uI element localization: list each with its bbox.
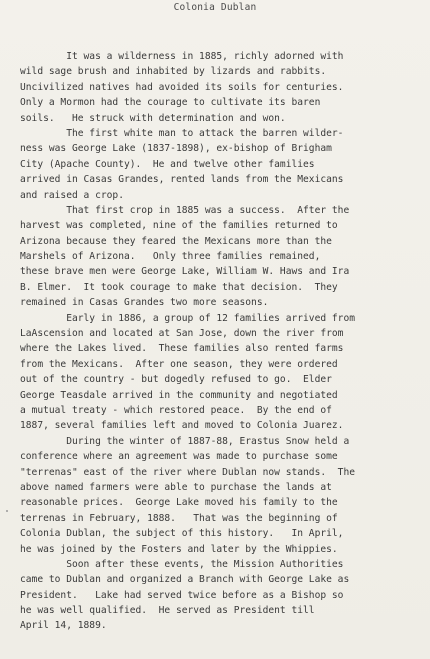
text-line: he was joined by the Fosters and later by the Whippies.: [20, 543, 338, 555]
text-line: Marshels of Arizona. Only three families remained,: [20, 251, 321, 263]
text-line: soils. He struck with determination and won.: [20, 112, 286, 124]
text-line: Colonia Dublan, the subject of this history. In April,: [20, 528, 344, 540]
text-line: "terrenas" east of the river where Dublan now stands. The: [20, 466, 356, 478]
text-line: President. Lake had served twice before as a Bishop so: [20, 589, 344, 601]
text-line: LaAscension and located at San Jose, down the river from: [20, 328, 344, 340]
text-line: B. Elmer. It took courage to make that decision. They: [20, 281, 338, 293]
text-line: Early in 1886, a group of 12 families arrived from: [20, 312, 356, 324]
text-line: he was well qualified. He served as President till: [20, 605, 315, 617]
scan-speck: [6, 510, 8, 512]
text-line: During the winter of 1887-88, Erastus Snow held a: [20, 435, 350, 447]
text-line: April 14, 1889.: [20, 620, 107, 632]
text-line: George Teasdale arrived in the community and negotiated: [20, 389, 338, 401]
text-line: wild sage brush and inhabited by lizards and rabbits.: [20, 66, 327, 78]
text-line: a mutual treaty - which restored peace. By the end of: [20, 404, 332, 416]
text-line: It was a wilderness in 1885, richly adorned with: [20, 51, 344, 62]
text-line: The first white man to attack the barren wilder-: [20, 127, 344, 139]
text-line: 1887, several families left and moved to Colonia Juarez.: [20, 420, 344, 432]
text-line: reasonable prices. George Lake moved his family to the: [20, 497, 338, 509]
text-line: and raised a crop.: [20, 189, 124, 201]
text-line: Soon after these events, the Mission Authorities: [20, 558, 344, 570]
text-line: came to Dublan and organized a Branch with George Lake as: [20, 574, 350, 586]
text-line: above named farmers were able to purchase the lands at: [20, 481, 332, 493]
text-line: That first crop in 1885 was a success. After the: [20, 204, 350, 216]
text-line: out of the country - but dogedly refused to go. Elder: [20, 374, 332, 386]
text-line: remained in Casas Grandes two more seasons.: [20, 297, 269, 309]
page-title: Colonia Dublan: [173, 2, 257, 13]
text-line: these brave men were George Lake, William W. Haws and Ira: [20, 266, 350, 278]
text-line: City (Apache County). He and twelve other families: [20, 158, 315, 170]
text-line: ness was George Lake (1837-1898), ex-bishop of Brigham: [20, 143, 332, 155]
text-line: Only a Mormon had the courage to cultivate its baren: [20, 97, 321, 109]
text-line: from the Mexicans. After one season, they were ordered: [20, 358, 338, 370]
text-line: terrenas in February, 1888. That was the beginning of: [20, 512, 338, 524]
document-body: [20, 49, 412, 634]
text-line: conference where an agreement was made to purchase some: [20, 451, 338, 463]
text-line: arrived in Casas Grandes, rented lands from the Mexicans: [20, 174, 344, 186]
text-line: where the Lakes lived. These families also rented farms: [20, 343, 344, 355]
text-line: harvest was completed, nine of the families returned to: [20, 220, 338, 232]
text-line: Uncivilized natives had avoided its soils for centuries.: [20, 81, 344, 93]
text-line: Arizona because they feared the Mexicans more than the: [20, 235, 332, 247]
